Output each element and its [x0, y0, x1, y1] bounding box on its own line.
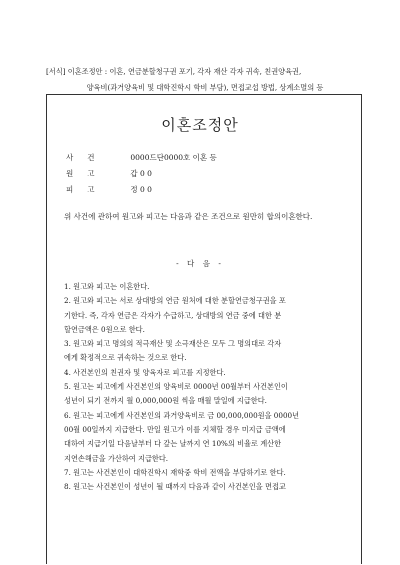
plaintiff-name: 갑 0 0	[130, 169, 152, 178]
intro-paragraph: 위 사건에 관하여 원고와 피고는 다음과 같은 조건으로 원만히 합의이혼한다.	[64, 212, 313, 221]
case-info	[66, 150, 217, 198]
case-info-row-case	[66, 150, 217, 166]
term-line: 3. 원고와 피고 명의의 적극재산 및 소극재산은 모두 그 명의대로 각자	[64, 339, 282, 349]
defendant-label: 피고	[66, 185, 109, 194]
term-item	[64, 409, 354, 466]
document-title: 이혼조정안	[161, 116, 239, 134]
defendant-name: 정 0 0	[130, 185, 152, 194]
term-line: 5. 원고는 피고에게 사건본인의 양육비로 0000년 00월부터 사건본인이	[64, 382, 288, 392]
term-item	[64, 480, 354, 494]
term-line: 2. 원고와 피고는 서로 상대방의 연금 원처에 대한 분할연금청구권을 포	[64, 296, 286, 306]
case-label: 사건	[66, 153, 109, 162]
header-line-1: [서식] 이혼조정안 : 이혼, 연금분할청구권 포기, 각자 재산 각자 귀속, 친권양육권,	[46, 67, 302, 76]
case-info-row-plaintiff	[66, 166, 217, 182]
section-title: - 다 음 -	[176, 259, 224, 268]
terms-list	[64, 280, 354, 494]
term-line: 기한다. 즉, 각자 연금은 각자가 수급하고, 상대방의 연금 중에 대한 분	[64, 310, 282, 320]
term-line: 1. 원고와 피고는 이혼한다.	[64, 282, 150, 291]
term-item	[64, 280, 354, 294]
term-line: 00월 00일까지 지급한다. 만일 원고가 이를 지체할 경우 미지급 금액에	[64, 424, 286, 434]
plaintiff-label: 원고	[66, 169, 109, 178]
term-item	[64, 380, 354, 409]
term-line: 성년이 되기 전까지 월 0,000,000원 씩을 매월 말일에 지급한다.	[64, 396, 267, 406]
header-line-2: 양육비(과거양육비 및 대학진학시 학비 부담), 면접교섭 방법, 상계소멸의 등	[86, 83, 324, 92]
term-item	[64, 466, 354, 480]
term-item	[64, 294, 354, 337]
term-line: 지연손해금을 가산하여 지급한다.	[64, 453, 169, 463]
case-number: 0000드단0000호 이혼 등	[130, 153, 217, 162]
term-item	[64, 337, 354, 366]
term-item	[64, 366, 354, 380]
term-line: 에게 확정적으로 귀속하는 것으로 한다.	[64, 353, 187, 363]
term-line: 4. 사건본인의 친권자 및 양육자로 피고를 지정한다.	[64, 367, 226, 377]
term-line: 8. 원고는 사건본인이 성년이 될 때까지 다음과 같이 사건본인을 면접교	[64, 482, 286, 492]
term-line: 7. 원고는 사건본인이 대학진학시 재학중 학비 전액을 부담하기로 한다.	[64, 467, 286, 477]
form-header	[46, 64, 364, 96]
term-line: 할연금액은 0원으로 한다.	[64, 324, 145, 334]
term-line: 6. 원고는 피고에게 사건본인의 과거양육비로 금 00,000,000원을 0000년	[64, 410, 300, 420]
term-line: 대하여 지급기일 다음날부터 다 갚는 날까지 연 10%의 비율로 계산한	[64, 439, 282, 449]
case-info-row-defendant	[66, 182, 217, 198]
